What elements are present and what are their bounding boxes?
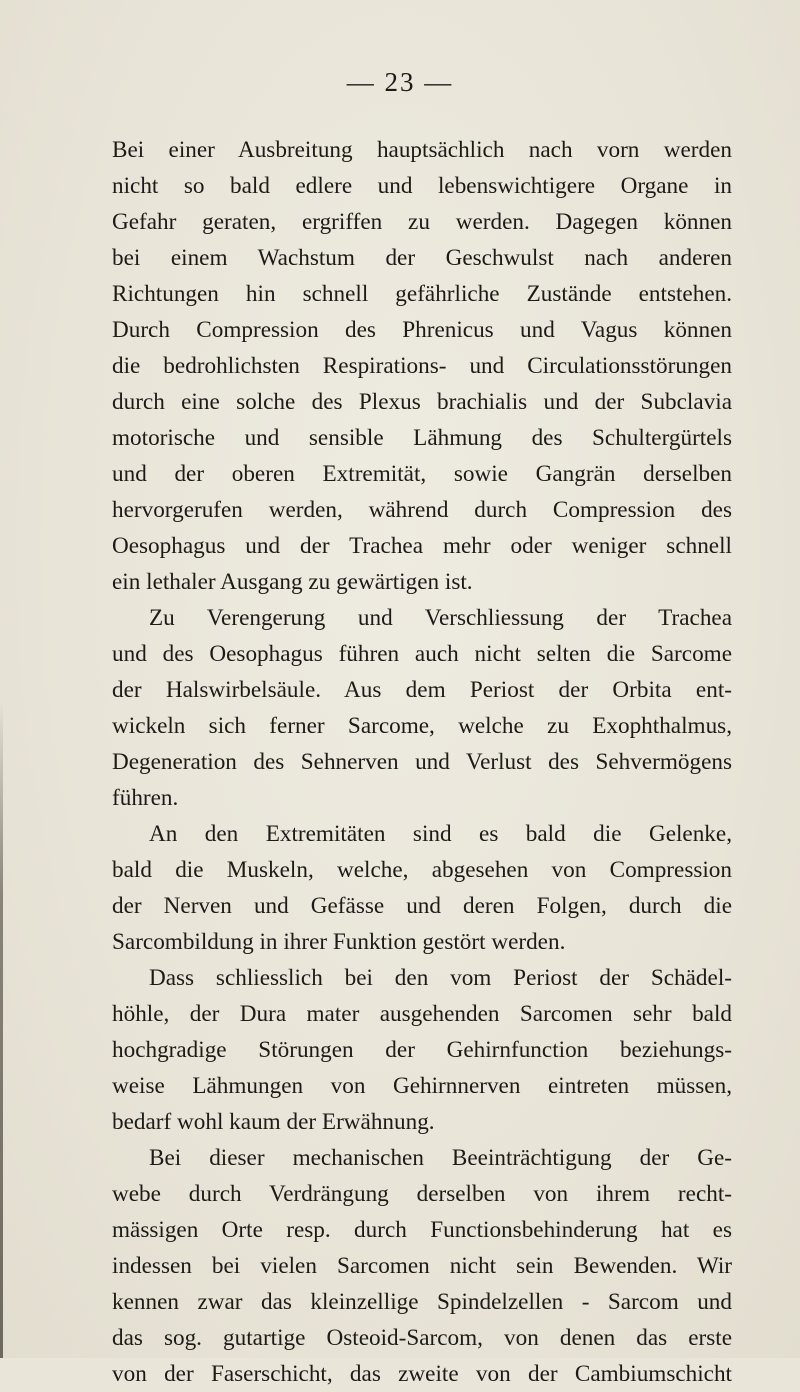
- text-line: Durch Compression des Phrenicus und Vagus können: [112, 317, 732, 343]
- text-line: Bei einer Ausbreitung hauptsächlich nach vorn werden: [112, 137, 732, 163]
- text-line: höhle, der Dura mater ausgehenden Sarcomen sehr bald: [112, 1001, 732, 1027]
- text-line: An den Extremitäten sind es bald die Gelenke,: [149, 821, 732, 847]
- text-line: und des Oesophagus führen auch nicht selten die Sarcome: [112, 641, 732, 667]
- text-line: führen.: [112, 785, 179, 811]
- text-line: von der Faserschicht, das zweite von der Cambiumschicht: [112, 1361, 732, 1387]
- body-text: [112, 132, 732, 1392]
- page-edge-shadow: [0, 700, 3, 1358]
- text-line: Dass schliesslich bei den vom Periost der Schädel-: [149, 965, 732, 991]
- text-line: durch eine solche des Plexus brachialis und der Subclavia: [112, 389, 732, 415]
- text-line: Bei dieser mechanischen Beeinträchtigung der Ge-: [149, 1145, 732, 1171]
- text-line: die bedrohlichsten Respirations- und Circulationsstörungen: [112, 353, 732, 379]
- text-line: und der oberen Extremität, sowie Gangrän derselben: [112, 461, 732, 487]
- text-line: Degeneration des Sehnerven und Verlust des Sehvermögens: [112, 749, 732, 775]
- text-line: Gefahr geraten, ergriffen zu werden. Dagegen können: [112, 209, 732, 235]
- text-line: webe durch Verdrängung derselben von ihrem recht-: [112, 1181, 732, 1207]
- text-line: wickeln sich ferner Sarcome, welche zu Exophthalmus,: [112, 713, 732, 739]
- text-line: bedarf wohl kaum der Erwähnung.: [112, 1109, 435, 1135]
- text-line: nicht so bald edlere und lebenswichtigere Organe in: [112, 173, 732, 199]
- text-line: bei einem Wachstum der Geschwulst nach anderen: [112, 245, 732, 271]
- text-line: Zu Verengerung und Verschliessung der Trachea: [149, 605, 732, 631]
- text-line: ein lethaler Ausgang zu gewärtigen ist.: [112, 569, 473, 595]
- text-line: das sog. gutartige Osteoid-Sarcom, von denen das erste: [112, 1325, 732, 1351]
- text-line: kennen zwar das kleinzellige Spindelzellen - Sarcom und: [112, 1289, 732, 1315]
- text-line: Oesophagus und der Trachea mehr oder weniger schnell: [112, 533, 732, 559]
- text-line: Sarcombildung in ihrer Funktion gestört werden.: [112, 929, 566, 955]
- page-number: — 23 —: [346, 67, 454, 97]
- text-line: der Nerven und Gefässe und deren Folgen, durch die: [112, 893, 732, 919]
- text-line: hervorgerufen werden, während durch Compression des: [112, 497, 732, 523]
- text-line: indessen bei vielen Sarcomen nicht sein Bewenden. Wir: [112, 1253, 732, 1279]
- text-line: motorische und sensible Lähmung des Schultergürtels: [112, 425, 732, 451]
- text-line: bald die Muskeln, welche, abgesehen von Compression: [112, 857, 732, 883]
- text-line: hochgradige Störungen der Gehirnfunction beziehungs-: [112, 1037, 732, 1063]
- text-line: der Halswirbelsäule. Aus dem Periost der Orbita ent-: [112, 677, 732, 703]
- text-line: weise Lähmungen von Gehirnnerven eintreten müssen,: [112, 1073, 732, 1099]
- text-line: mässigen Orte resp. durch Functionsbehinderung hat es: [112, 1217, 732, 1243]
- text-line: Richtungen hin schnell gefährliche Zustände entstehen.: [112, 281, 732, 307]
